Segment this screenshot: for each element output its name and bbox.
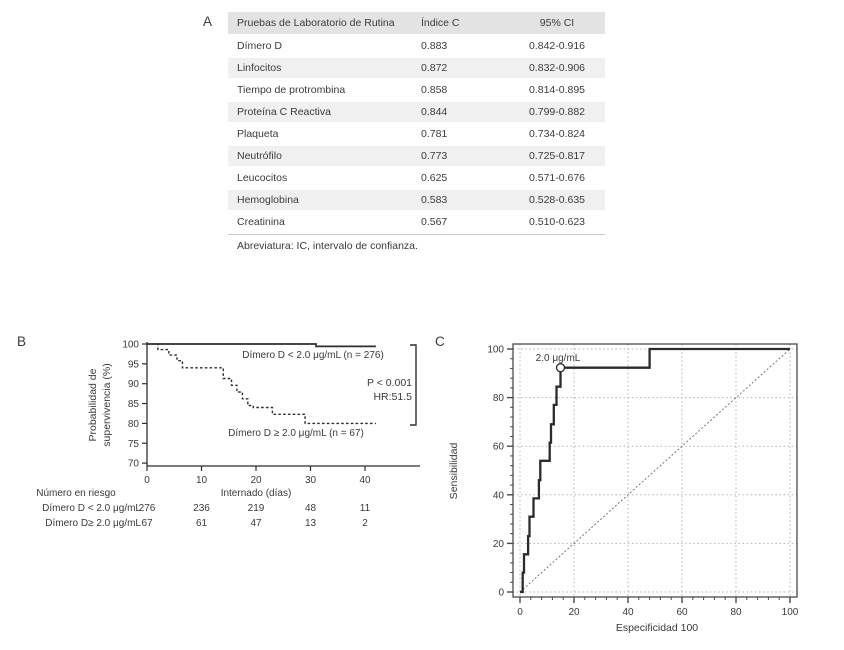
x-tick-label: 20 — [250, 475, 262, 486]
cell-cindex: 0.872 — [421, 62, 448, 74]
table-header-row — [228, 12, 605, 34]
y-tick-label: 90 — [127, 379, 139, 391]
table-row — [228, 102, 605, 122]
cell-ci: 0.842-0.916 — [528, 40, 586, 52]
table-header-ci: 95% CI — [539, 17, 575, 29]
table-row — [228, 146, 605, 166]
km-series-label-low: Dímero D < 2.0 μg/mL (n = 276) — [242, 350, 384, 361]
km-pvalue-label: P < 0.001 — [366, 377, 412, 389]
km-hr-label: HR:51.5 — [373, 391, 412, 403]
risk-count: 219 — [247, 503, 265, 514]
table-header-cindex: Índice C — [421, 17, 460, 29]
y-tick-label: 20 — [492, 538, 504, 550]
x-tick-label: 0 — [144, 475, 150, 486]
roc-y-axis-title: Sensibilidad — [448, 442, 460, 500]
risk-count: 61 — [195, 518, 208, 529]
lab-results-table — [228, 12, 605, 235]
table-row — [228, 36, 605, 56]
y-tick-label: 70 — [127, 458, 139, 470]
x-tick-label: 20 — [568, 607, 580, 618]
km-curve-solid — [147, 344, 376, 346]
km-series-label-high: Dímero D ≥ 2.0 μg/mL (n = 67) — [228, 428, 364, 439]
risk-count: 47 — [250, 518, 262, 529]
risk-count: 236 — [193, 503, 210, 514]
cell-cindex: 0.781 — [421, 128, 448, 140]
cell-ci: 0.799-0.882 — [528, 106, 586, 118]
cell-ci: 0.734-0.824 — [528, 128, 586, 140]
cell-ci: 0.814-0.895 — [528, 84, 586, 96]
x-tick-label: 60 — [676, 607, 688, 618]
cell-ci: 0.510-0.623 — [528, 216, 586, 228]
km-y-axis-title-line2: supervivencia (%) — [101, 363, 113, 447]
risk-count: 67 — [141, 518, 153, 529]
roc-plot — [435, 330, 841, 642]
roc-threshold-label: 2.0 μg/mL — [535, 353, 581, 364]
risk-table-title: Número en riesgo — [36, 488, 116, 499]
cell-cindex: 0.844 — [421, 106, 448, 118]
panel-a-label: A — [203, 14, 213, 29]
risk-count: 2 — [362, 518, 368, 529]
threshold-marker — [557, 364, 565, 372]
cell-cindex: 0.567 — [421, 216, 448, 228]
table-row — [228, 58, 605, 78]
table-footnote: Abreviatura: IC, intervalo de confianza. — [237, 240, 418, 252]
lab-table-body — [228, 36, 605, 232]
table-bottom-border — [228, 234, 605, 235]
cell-ci: 0.571-0.676 — [528, 172, 586, 184]
cell-cindex: 0.625 — [421, 172, 448, 184]
cell-test: Creatinina — [237, 216, 285, 228]
cell-test: Linfocitos — [237, 62, 282, 74]
y-tick-label: 100 — [487, 344, 504, 356]
x-tick-label: 100 — [781, 607, 799, 618]
cell-ci: 0.725-0.817 — [528, 150, 586, 162]
y-tick-label: 0 — [498, 587, 504, 599]
risk-count: 13 — [304, 518, 317, 529]
y-tick-label: 95 — [127, 359, 139, 371]
x-tick-label: 0 — [517, 607, 523, 618]
cell-cindex: 0.773 — [421, 150, 448, 162]
risk-row-low-label: Dímero D < 2.0 μg/mL — [42, 503, 141, 514]
table-row — [228, 80, 605, 100]
cell-test: Tiempo de protrombina — [237, 84, 346, 96]
x-tick-label: 30 — [304, 475, 317, 486]
panel-c-label: C — [435, 334, 445, 349]
cell-cindex: 0.583 — [421, 194, 448, 206]
panel-b-label: B — [17, 334, 27, 349]
table-header-test: Pruebas de Laboratorio de Rutina — [237, 17, 395, 29]
cell-test: Proteína C Reactiva — [237, 106, 331, 118]
y-tick-label: 85 — [127, 399, 139, 411]
km-y-axis-title-line1: Probabilidad de — [87, 368, 99, 442]
y-tick-label: 75 — [127, 438, 139, 450]
table-row — [228, 190, 605, 210]
risk-row-high-label: Dímero D≥ 2.0 μg/mL — [45, 518, 141, 529]
x-tick-label: 40 — [359, 475, 371, 486]
table-row — [228, 124, 605, 144]
cell-test: Leucocitos — [237, 172, 288, 184]
table-row — [228, 168, 605, 188]
cell-test: Dímero D — [237, 40, 282, 52]
x-tick-label: 40 — [622, 607, 634, 618]
y-tick-label: 80 — [127, 418, 139, 430]
x-tick-label: 10 — [195, 475, 208, 486]
km-survival-plot — [0, 330, 430, 540]
risk-count: 11 — [359, 503, 371, 514]
cell-test: Neutrófilo — [237, 150, 282, 162]
cell-cindex: 0.858 — [421, 84, 448, 96]
cell-ci: 0.528-0.635 — [528, 194, 586, 206]
risk-count: 48 — [304, 503, 317, 514]
cell-test: Plaqueta — [237, 128, 279, 140]
cell-test: Hemoglobina — [237, 194, 299, 206]
y-tick-label: 100 — [122, 339, 139, 351]
y-tick-label: 80 — [492, 393, 504, 405]
roc-x-axis-title: Especificidad 100 — [615, 622, 699, 634]
cell-ci: 0.832-0.906 — [528, 62, 586, 74]
y-tick-label: 40 — [492, 490, 504, 502]
x-tick-label: 80 — [730, 607, 742, 618]
table-row — [228, 212, 605, 232]
km-x-axis-title: Internado (días) — [220, 488, 292, 499]
cell-cindex: 0.883 — [421, 40, 448, 52]
risk-count: 276 — [138, 503, 156, 514]
y-tick-label: 60 — [492, 441, 504, 453]
